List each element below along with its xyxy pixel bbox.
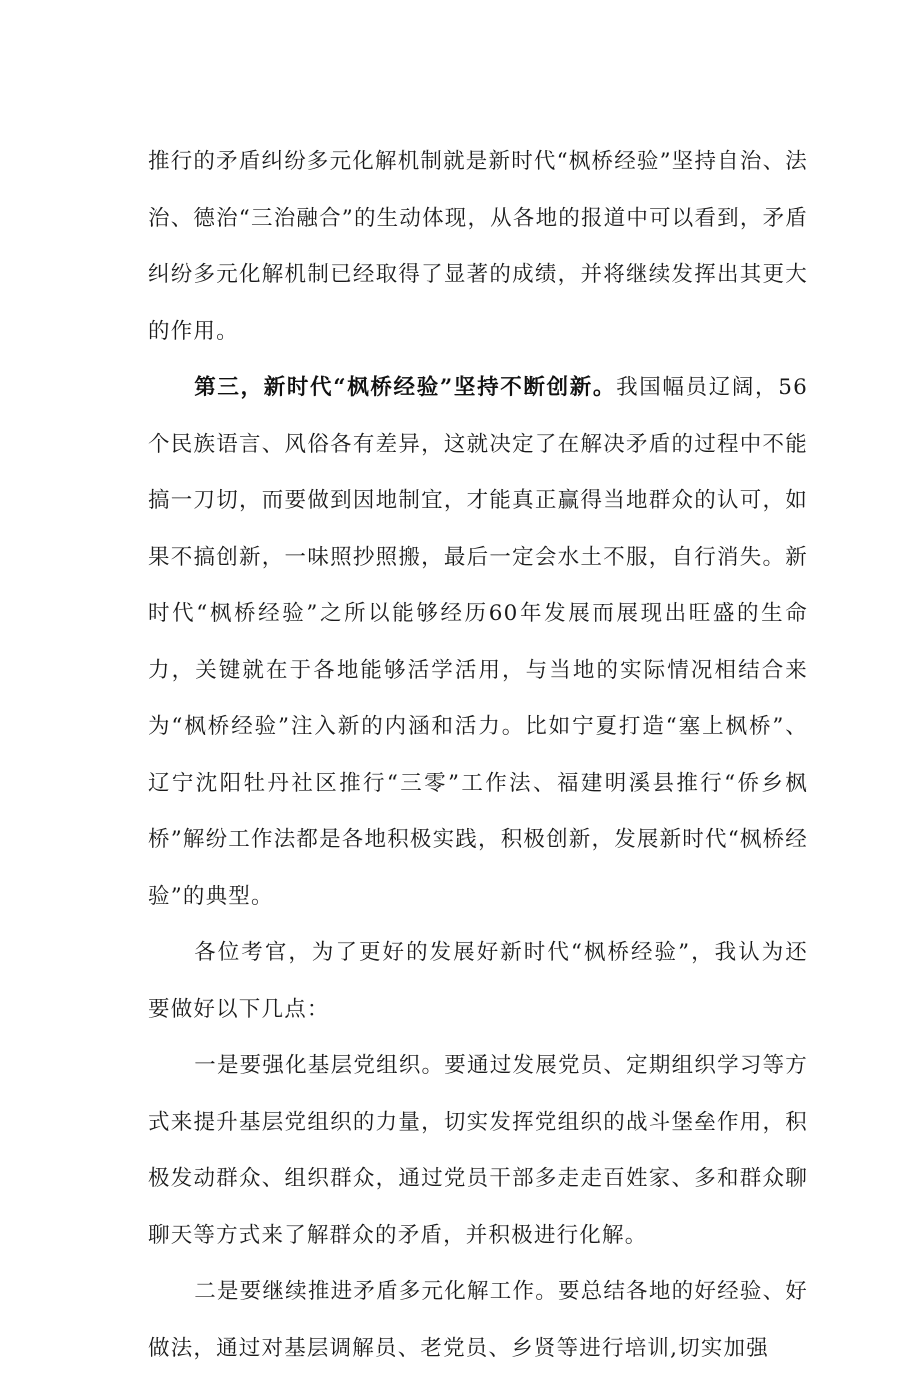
paragraph-text: 我国幅员辽阔，56个民族语言、风俗各有差异，这就决定了在解决矛盾的过程中不能搞一刀切，而要做到因地制宜，才能真正赢得当地群众的认可，如果不搞创新，一味照抄照搬，最后一定会水土不服，自行消失。新时代“枫桥经验”之所以能够经历60年发展而展现出旺盛的生命力，关键就在于各地能够活学活用，与当地的实际情况相结合来为“枫桥经验”注入新的内涵和活力。比如宁夏打造“塞上枫桥”、辽宁沈阳牡丹社区推行“三零”工作法、福建明溪县推行“侨乡枫桥”解纷工作法都是各地积极实践，积极创新，发展新时代“枫桥经验”的典型。 xyxy=(148,375,808,909)
paragraph-1 xyxy=(148,134,808,360)
paragraph-5 xyxy=(148,1264,808,1377)
paragraph-text: 二是要继续推进矛盾多元化解工作。要总结各地的好经验、好做法，通过对基层调解员、老党员、乡贤等进行培训,切实加强 xyxy=(148,1279,808,1361)
paragraph-text: 一是要强化基层党组织。要通过发展党员、定期组织学习等方式来提升基层党组织的力量，切实发挥党组织的战斗堡垒作用，积极发动群众、组织群众，通过党员干部多走走百姓家、多和群众聊聊天等方式来了解群众的矛盾，并积极进行化解。 xyxy=(148,1053,808,1248)
paragraph-text: 推行的矛盾纠纷多元化解机制就是新时代“枫桥经验”坚持自治、法治、德治“三治融合”的生动体现，从各地的报道中可以看到，矛盾纠纷多元化解机制已经取得了显著的成绩，并将继续发挥出其更大的作用。 xyxy=(148,149,808,344)
document-body xyxy=(148,134,808,1377)
paragraph-2 xyxy=(148,360,808,925)
paragraph-lead-sentence: 第三，新时代“枫桥经验”坚持不断创新。 xyxy=(194,375,617,400)
paragraph-text: 各位考官，为了更好的发展好新时代“枫桥经验”，我认为还要做好以下几点： xyxy=(148,940,808,1022)
paragraph-3 xyxy=(148,925,808,1038)
paragraph-4 xyxy=(148,1038,808,1264)
